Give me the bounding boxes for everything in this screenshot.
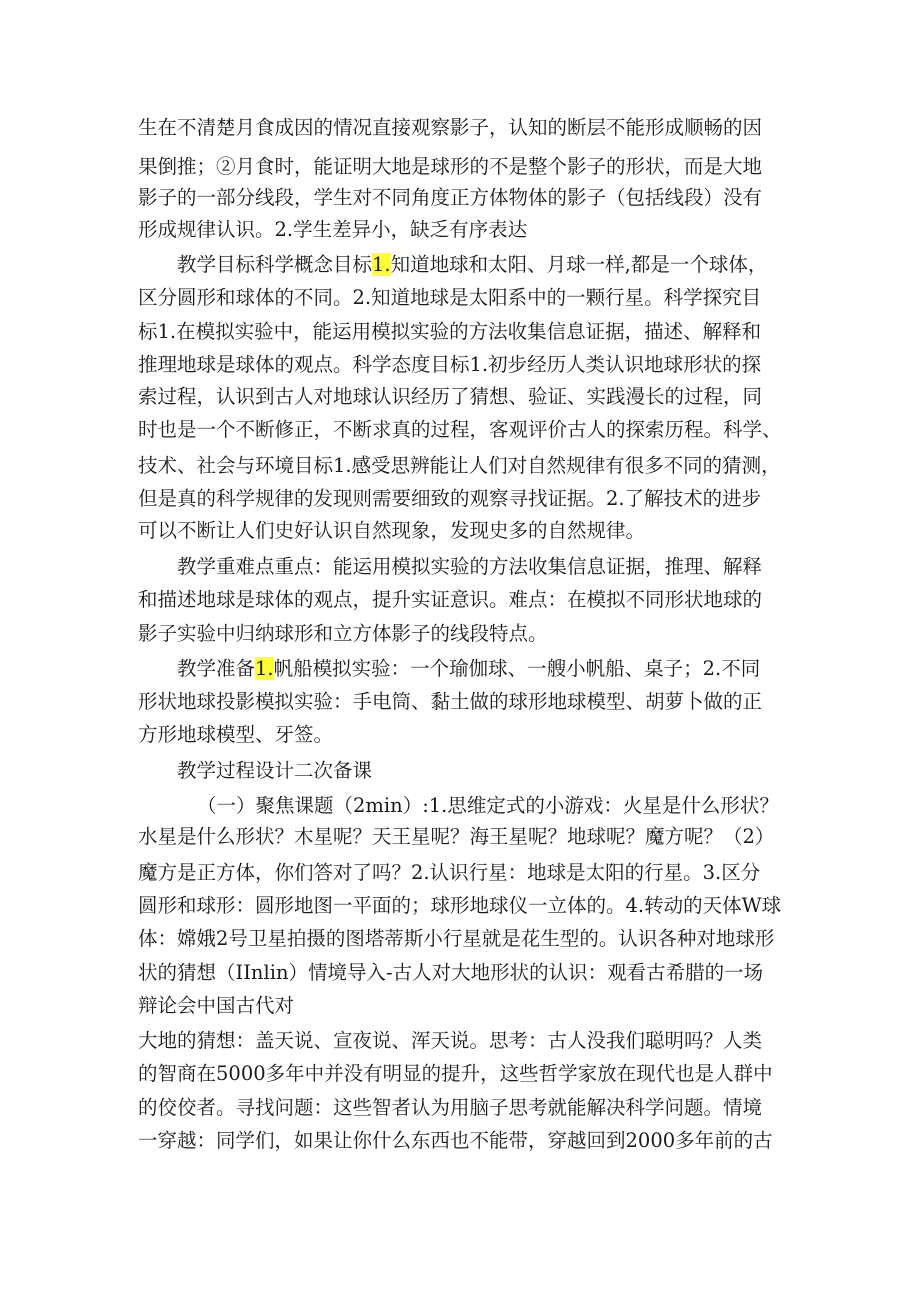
- section-heading: 教学过程设计二次备课: [177, 759, 373, 782]
- text-line: [177, 654, 760, 684]
- text-line: 和描述地球是球体的观点，提升实证意识。难点：在模拟不同形状地球的: [138, 588, 763, 611]
- text-line: 时也是一个不断修正，不断求真的过程，客观评价古人的探索历程。科学、: [138, 418, 782, 441]
- text-line: [177, 250, 767, 280]
- text-line: 一穿越：同学们，如果让你什么东西也不能带，穿越回到2000多年前的古: [138, 1129, 773, 1152]
- text-line: 体：嫦娥2号卫星拍摄的图塔蒂斯小行星就是花生型的。认识各种对地球形: [138, 927, 775, 950]
- text-line: 圆形和球形：圆形地图一平面的；球形地球仪一立体的。4.转动的天体W球: [138, 894, 782, 917]
- text-line: 标1.在模拟实验中，能运用模拟实验的方法收集信息证据，描述、解释和: [138, 320, 762, 343]
- text-line: 形状地球投影模拟实验：手电筒、黏土做的球形地球模型、胡萝卜做的正: [138, 690, 763, 713]
- text-line: 方形地球模型、牙签。: [138, 723, 334, 746]
- highlighted-text: 1.: [255, 657, 274, 680]
- text-line: 教学重难点重点：能运用模拟实验的方法收集信息证据，推理、解释: [177, 555, 763, 578]
- text-line: 可以不断让人们史好认识自然现象，发现史多的自然规律。: [138, 519, 646, 542]
- text-line: 果倒推；②月食时，能证明大地是球形的不是整个影子的形状，而是大地: [138, 155, 763, 178]
- text-line: 索过程，认识到古人对地球认识经历了猜想、验证、实践漫长的过程，同: [138, 385, 763, 408]
- text-line: 生在不清楚月食成因的情况直接观察影子，认知的断层不能形成顺畅的因: [138, 116, 763, 139]
- text-segment: 教学目标科学概念目标: [177, 253, 373, 276]
- text-line: （一）聚焦课题（2min）:1.思维定式的小游戏：火星是什么形状？: [197, 794, 779, 817]
- highlighted-text: 1.: [372, 253, 391, 276]
- text-segment: 帆船模拟实验：一个瑜伽球、一艘小帆船、桌子；2.不同: [273, 657, 761, 680]
- text-line: 但是真的科学规律的发现则需要细致的观察寻找证据。2.了解技术的进步: [138, 487, 762, 510]
- text-segment: 知道地球和太阳、月球一样,都是一个球体，: [390, 253, 768, 276]
- text-segment: 教学准备: [177, 657, 256, 680]
- text-line: 的佼佼者。寻找问题：这些智者认为用脑子思考就能解决科学问题。情境: [138, 1096, 763, 1119]
- text-line: 魔方是正方体，你们答对了吗？2.认识行星：地球是太阳的行星。3.区分: [138, 861, 761, 884]
- text-line: 影子实验中归纳球形和立方体影子的线段特点。: [138, 622, 548, 645]
- text-line: 影子的一部分线段，学生对不同角度正方体物体的影子（包括线段）没有: [138, 186, 763, 209]
- text-line: 区分圆形和球体的不同。2.知道地球是太阳系中的一颗行星。科学探究目: [138, 286, 762, 309]
- text-line: 水星是什么形状？木星呢？天王星呢？海王星呢？地球呢？魔方呢？（2）: [138, 825, 775, 848]
- text-line: 推理地球是球体的观点。科学态度目标1.初步经历人类认识地球形状的探: [138, 353, 762, 376]
- text-line: 技术、社会与环境目标1.感受思辨能让人们对自然规律有很多不同的猜测，: [138, 454, 781, 477]
- text-line: 形成规律认识。2.学生差异小，缺乏有序表达: [138, 218, 528, 241]
- text-line: 状的猜想（IInlin）情境导入-古人对大地形状的认识：观看古希腊的一场: [138, 961, 764, 984]
- text-line: 的智商在5000多年中并没有明显的提升，这些哲学家放在现代也是人群中: [138, 1062, 773, 1085]
- text-line: 大地的猜想：盖天说、宣夜说、浑天说。思考：古人没我们聪明吗？人类: [138, 1029, 763, 1052]
- text-line: 辩论会中国古代对: [138, 994, 295, 1017]
